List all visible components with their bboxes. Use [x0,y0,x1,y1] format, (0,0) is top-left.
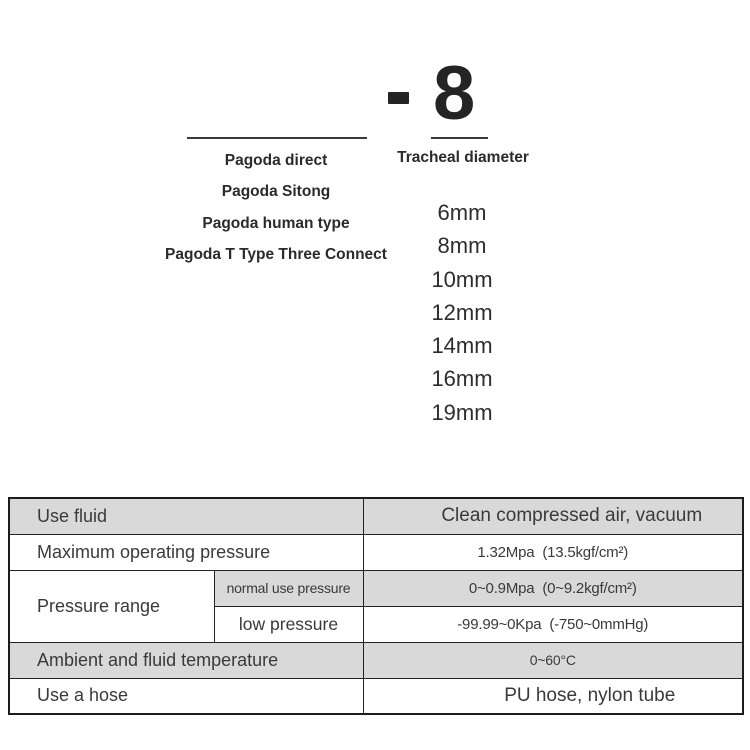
diameter-option-list [392,196,532,429]
use-fluid-value: Clean compressed air, vacuum [363,498,743,534]
normal-pressure-label: normal use pressure [214,570,363,606]
model-blank-underline [187,137,367,139]
max-pressure-label: Maximum operating pressure [9,534,363,570]
fitting-type-item: Pagoda human type [202,214,350,232]
fitting-type-list [130,145,422,271]
diameter-option: 14mm [431,333,493,359]
size-code-underline [431,137,488,139]
use-fluid-label: Use fluid [9,498,363,534]
table-row [9,678,743,714]
diameter-option: 8mm [437,233,487,259]
fitting-type-item: Pagoda direct [224,152,328,169]
hose-label: Use a hose [9,678,363,714]
dash-icon [388,92,409,104]
normal-pressure-value: 0~0.9Mpa (0~9.2kgf/cm²) [363,570,743,606]
diameter-option: 6mm [437,200,487,225]
low-pressure-value: -99.99~0Kpa (-750~0mmHg) [363,606,743,642]
hose-value: PU hose, nylon tube [363,678,743,714]
pressure-range-label: Pressure range [9,570,214,642]
spec-table [8,497,744,715]
max-pressure-value: 1.32Mpa (13.5kgf/cm²) [363,534,743,570]
fitting-type-item: Pagoda Sitong [221,183,331,201]
low-pressure-label: low pressure [214,606,363,642]
temperature-value: 0~60°C [363,642,743,678]
table-row [9,534,743,570]
table-row [9,570,743,606]
diameter-option: 16mm [431,366,493,392]
size-column-label: Tracheal diameter [397,149,529,166]
diameter-option: 19mm [431,399,493,425]
table-row [9,498,743,534]
diameter-option: 12mm [431,299,493,325]
temperature-label: Ambient and fluid temperature [9,642,363,678]
size-code: 8 [433,51,476,136]
fitting-type-item: Pagoda T Type Three Connect [165,246,387,264]
table-row [9,642,743,678]
diameter-option: 10mm [431,266,493,292]
